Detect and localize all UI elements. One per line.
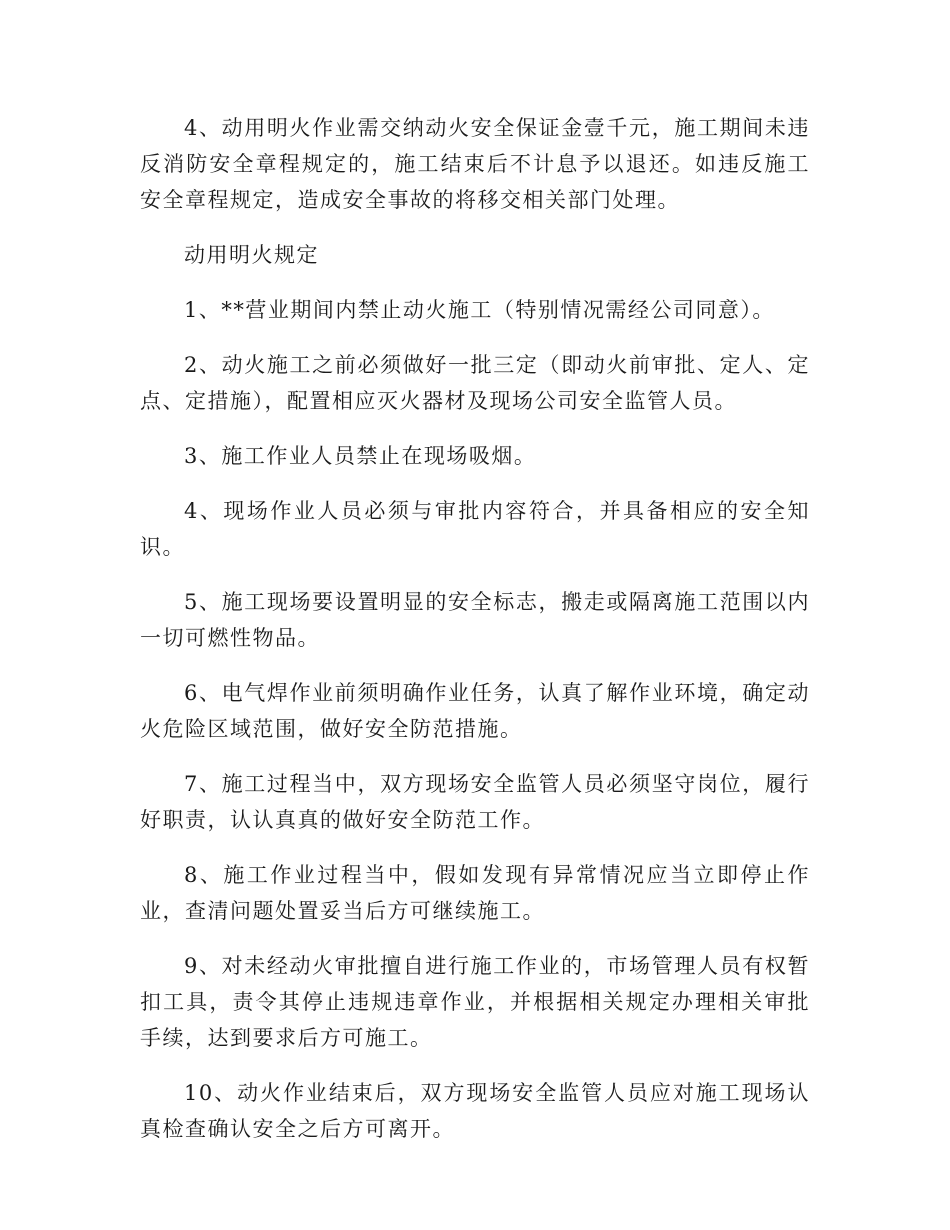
rule-item-7: 7、施工过程当中，双方现场安全监管人员必须坚守岗位，履行好职责，认认真真的做好安全防范工作。 xyxy=(140,772,810,832)
rule-item-1: 1、**营业期间内禁止动火施工（特别情况需经公司同意）。 xyxy=(184,298,775,322)
rule-item-10: 10、动火作业结束后，双方现场安全监管人员应对施工现场认真检查确认安全之后方可离开。 xyxy=(140,1081,810,1141)
rule-item-2: 2、动火施工之前必须做好一批三定（即动火前审批、定人、定点、定措施），配置相应灭火器材及现场公司安全监管人员。 xyxy=(140,353,810,413)
rule-item-6: 6、电气焊作业前须明确作业任务，认真了解作业环境，确定动火危险区域范围，做好安全防范措施。 xyxy=(140,681,810,741)
rule-item-5: 5、施工现场要设置明显的安全标志，搬走或隔离施工范围以内一切可燃性物品。 xyxy=(140,590,810,650)
rule-item-9: 9、对未经动火审批擅自进行施工作业的，市场管理人员有权暂扣工具，责令其停止违规违章作业，并根据相关规定办理相关审批手续，达到要求后方可施工。 xyxy=(140,954,810,1050)
rule-item-8: 8、施工作业过程当中，假如发现有异常情况应当立即停止作业，查清问题处置妥当后方可继续施工。 xyxy=(140,863,810,923)
paragraph-deposit-rule: 4、动用明火作业需交纳动火安全保证金壹千元，施工期间未违反消防安全章程规定的，施工结束后不计息予以退还。如违反施工安全章程规定，造成安全事故的将移交相关部门处理。 xyxy=(140,116,810,212)
rule-item-4: 4、现场作业人员必须与审批内容符合，并具备相应的安全知识。 xyxy=(140,499,810,559)
rule-item-3: 3、施工作业人员禁止在现场吸烟。 xyxy=(184,444,537,468)
document-body xyxy=(140,110,810,1166)
section-heading: 动用明火规定 xyxy=(184,243,319,267)
